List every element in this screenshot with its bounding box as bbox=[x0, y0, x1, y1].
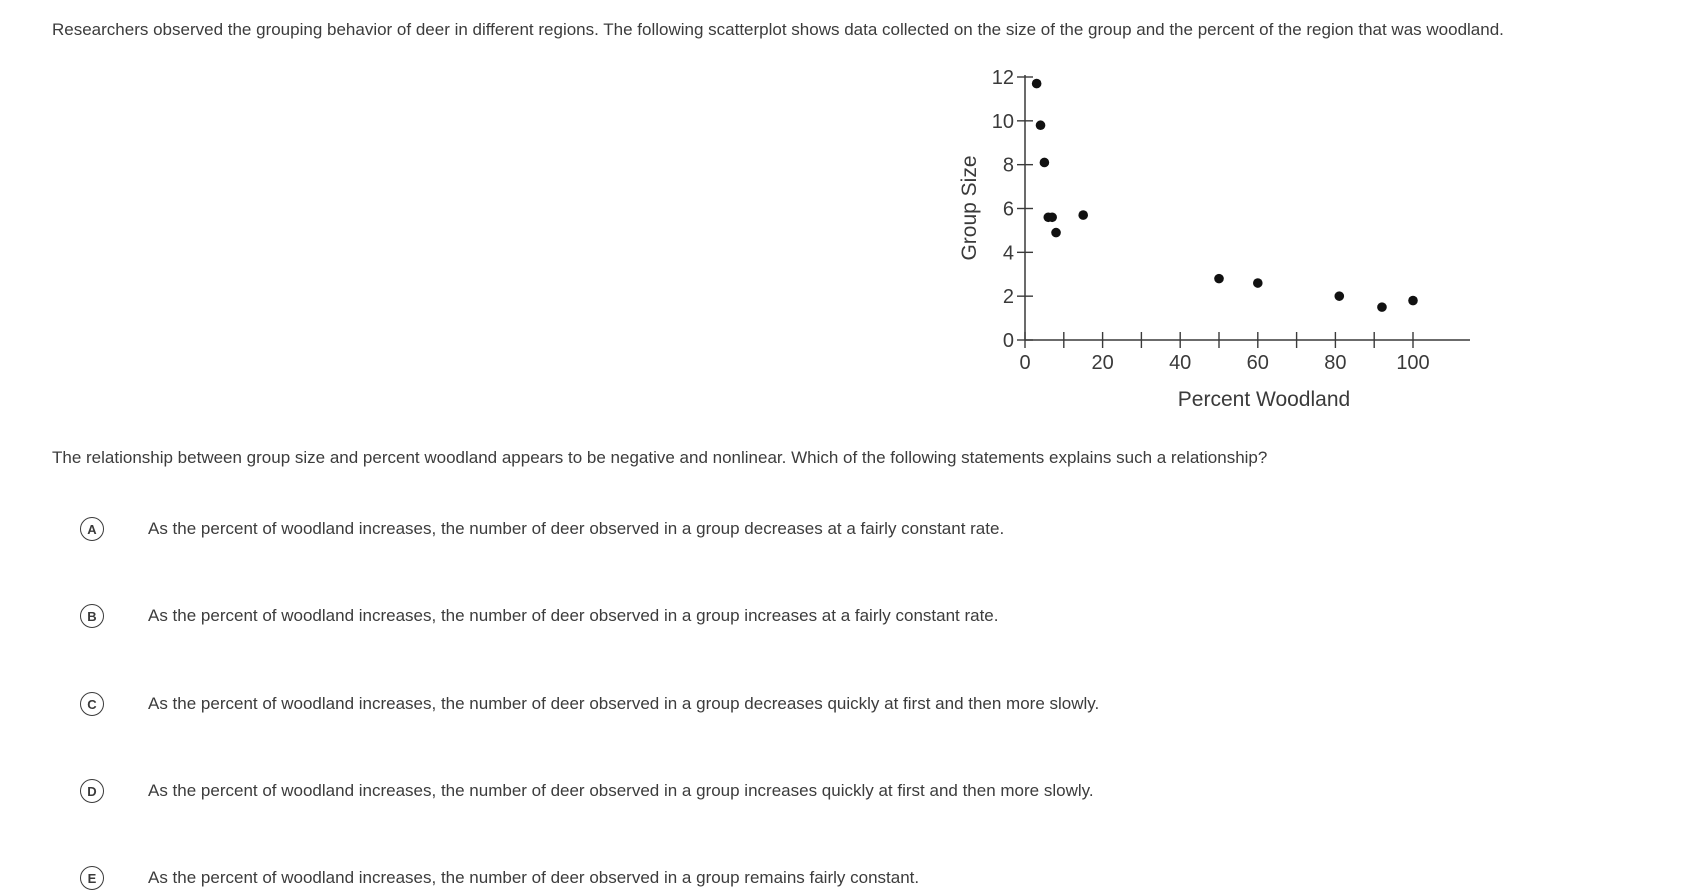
choice-c-text: As the percent of woodland increases, the number of deer observed in a group decreases quickly at first and then more slowly. bbox=[148, 694, 1100, 713]
choice-c[interactable] bbox=[80, 689, 1100, 719]
plot-tick-labels bbox=[992, 67, 1430, 374]
choice-e[interactable] bbox=[80, 863, 920, 893]
choice-e-bubble[interactable]: E bbox=[80, 866, 104, 890]
choice-a-bubble[interactable]: A bbox=[80, 517, 104, 541]
choice-c-bubble[interactable]: C bbox=[80, 692, 104, 716]
y-tick-label: 10 bbox=[991, 110, 1014, 133]
scatterplot bbox=[940, 60, 1500, 420]
choice-b-text: As the percent of woodland increases, the number of deer observed in a group increases at a fairly constant rate. bbox=[148, 606, 999, 625]
choice-a[interactable] bbox=[80, 514, 1005, 544]
y-tick-label: 8 bbox=[1002, 154, 1014, 177]
choice-d-text: As the percent of woodland increases, the number of deer observed in a group increases quickly at first and then more slowly. bbox=[148, 781, 1094, 800]
data-point bbox=[1032, 79, 1042, 89]
question-stem: Researchers observed the grouping behavior of deer in different regions. The following scatterplot shows data collected on the size of the group and the percent of the region that was woodland. bbox=[52, 20, 1504, 39]
choice-b-bubble[interactable]: B bbox=[80, 604, 104, 628]
plot-points bbox=[1032, 79, 1418, 312]
data-point bbox=[1047, 212, 1057, 222]
data-point bbox=[1078, 210, 1088, 220]
choice-d[interactable] bbox=[80, 776, 1094, 806]
y-tick-label: 0 bbox=[1002, 330, 1014, 352]
x-tick-label: 40 bbox=[1169, 352, 1192, 374]
y-axis-label: Group Size bbox=[958, 155, 981, 261]
x-tick-label: 80 bbox=[1324, 352, 1347, 374]
choice-e-text: As the percent of woodland increases, the number of deer observed in a group remains fairly constant. bbox=[148, 868, 920, 887]
data-point bbox=[1334, 291, 1344, 301]
question-prompt: The relationship between group size and percent woodland appears to be negative and nonlinear. Which of the following statements explains such a relationship? bbox=[52, 448, 1268, 467]
plot-ticks bbox=[1017, 77, 1413, 348]
y-tick-label: 12 bbox=[991, 67, 1014, 89]
data-point bbox=[1253, 278, 1263, 288]
data-point bbox=[1214, 274, 1224, 284]
plot-axes bbox=[1025, 75, 1470, 340]
y-tick-label: 4 bbox=[1002, 242, 1014, 265]
y-tick-label: 2 bbox=[1002, 286, 1014, 309]
x-tick-label: 20 bbox=[1091, 352, 1114, 374]
data-point bbox=[1408, 296, 1418, 306]
data-point bbox=[1040, 158, 1050, 168]
choice-a-text: As the percent of woodland increases, the number of deer observed in a group decreases at a fairly constant rate. bbox=[148, 519, 1005, 538]
data-point bbox=[1051, 228, 1061, 238]
x-tick-label: 100 bbox=[1396, 352, 1430, 374]
data-point bbox=[1377, 302, 1387, 312]
x-tick-label: 0 bbox=[1019, 352, 1031, 374]
scatterplot-svg bbox=[940, 60, 1500, 420]
x-tick-label: 60 bbox=[1246, 352, 1269, 374]
x-axis-label: Percent Woodland bbox=[1177, 388, 1351, 411]
choice-b[interactable] bbox=[80, 601, 999, 631]
y-tick-label: 6 bbox=[1002, 198, 1014, 221]
choice-d-bubble[interactable]: D bbox=[80, 779, 104, 803]
data-point bbox=[1036, 120, 1046, 130]
